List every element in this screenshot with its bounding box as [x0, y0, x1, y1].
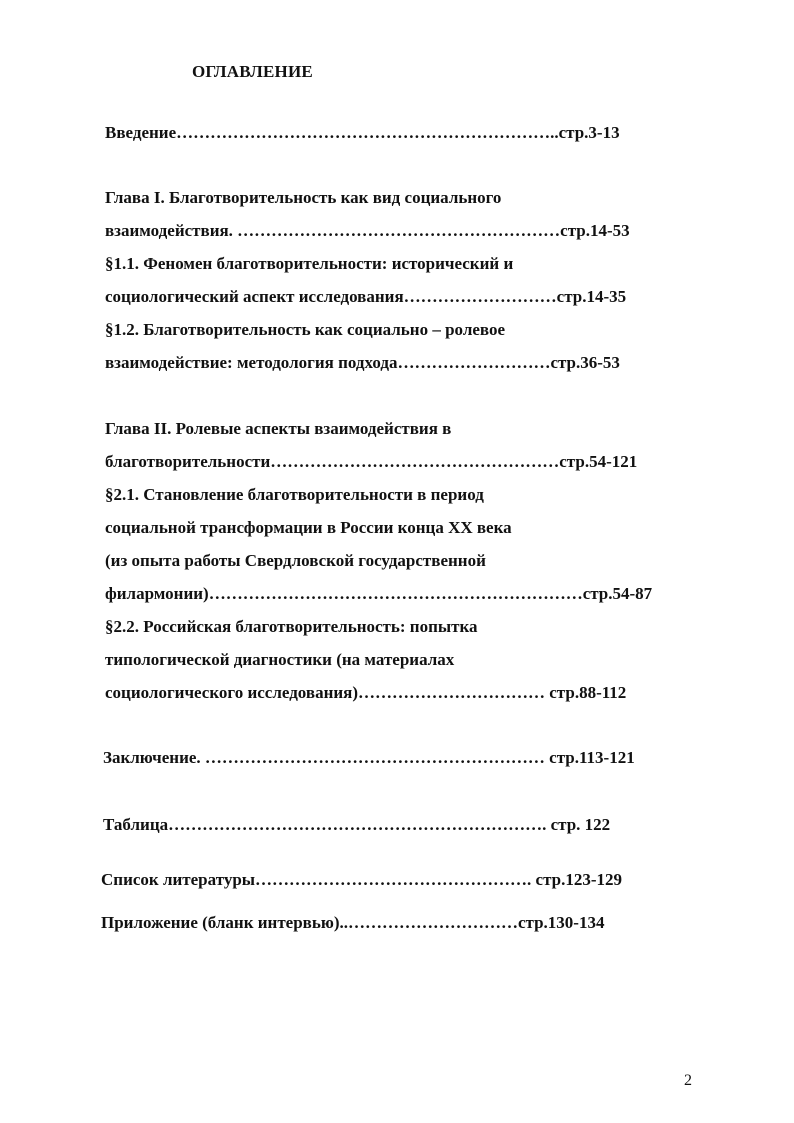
toc-entry-introduction: Введение…………………………………………………………..стр.3-13	[105, 123, 620, 142]
toc-entry-appendix: Приложение (бланк интервью)..…………………………стр.130-134	[101, 913, 605, 932]
toc-title: ОГЛАВЛЕНИЕ	[192, 62, 313, 81]
toc-entry-section-1-2-page: взаимодействие: методология подхода………………………стр.36-53	[105, 353, 620, 372]
toc-entry-section-2-1-line-3: (из опыта работы Свердловской государственной	[105, 551, 486, 570]
toc-entry-chapter-1-page: взаимодействия. …………………………………………………стр.14-53	[105, 221, 630, 240]
toc-entry-section-2-2-title: §2.2. Российская благотворительность: попытка	[105, 617, 478, 636]
toc-entry-chapter-1-title: Глава I. Благотворительность как вид социального	[105, 188, 502, 207]
toc-entry-section-2-1-line-2: социальной трансформации в России конца XX века	[105, 518, 512, 537]
toc-entry-section-2-1-page: филармонии)…………………………………………………………стр.54-87	[105, 584, 653, 603]
toc-entry-chapter-2-title: Глава II. Ролевые аспекты взаимодействия в	[105, 419, 452, 438]
toc-entry-section-2-1-title: §2.1. Становление благотворительности в период	[105, 485, 484, 504]
toc-entry-chapter-2-page: благотворительности……………………………………………стр.54-121	[105, 452, 638, 471]
toc-entry-section-2-2-line-2: типологической диагностики (на материалах	[105, 650, 455, 669]
toc-entry-table: Таблица…………………………………………………………. стр. 122	[103, 815, 611, 834]
toc-entry-section-1-1-page: социологический аспект исследования………………………стр.14-35	[105, 287, 627, 306]
toc-entry-conclusion: Заключение. …………………………………………………… стр.113-121	[103, 748, 635, 767]
toc-entry-references: Список литературы…………………………………………. стр.123-129	[101, 870, 623, 889]
toc-entry-section-1-1-title: §1.1. Феномен благотворительности: исторический и	[105, 254, 514, 273]
page-number: 2	[684, 1072, 692, 1089]
toc-entry-section-2-2-page: социологического исследования)…………………………… стр.88-112	[105, 683, 627, 702]
toc-entry-section-1-2-title: §1.2. Благотворительность как социально – ролевое	[105, 320, 506, 339]
